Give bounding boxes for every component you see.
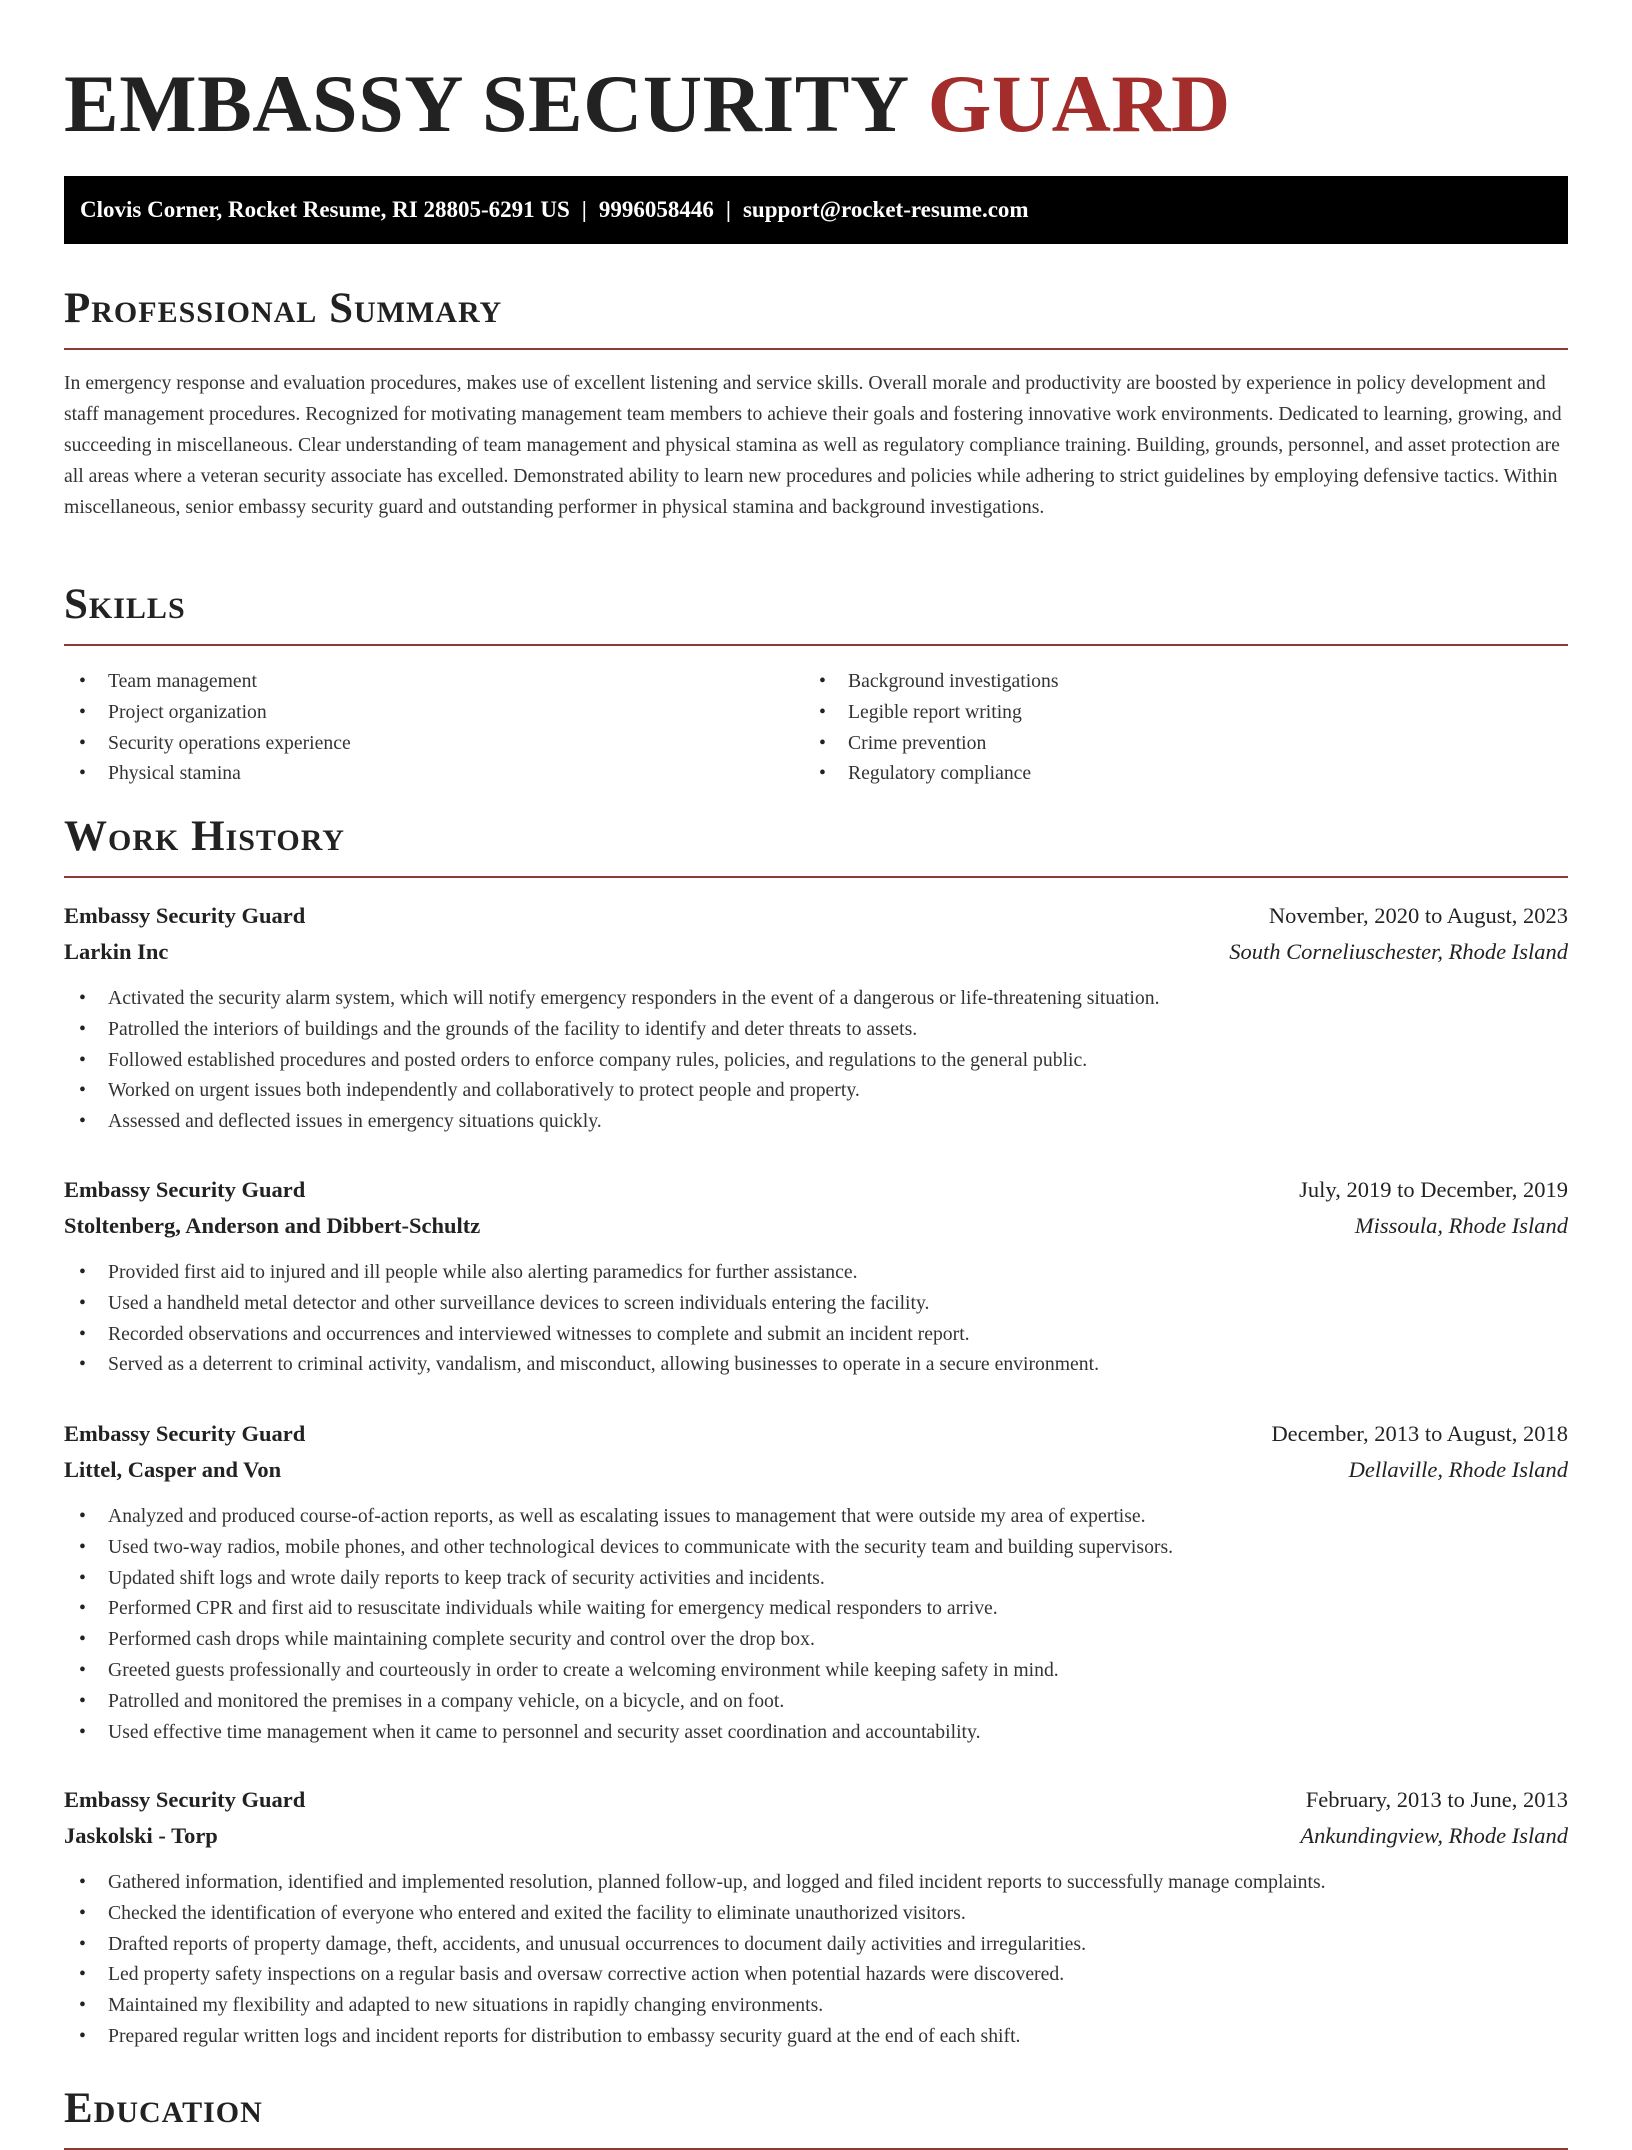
job-bullet: • Updated shift logs and wrote daily reports to keep track of security activities and incidents. <box>64 1563 1568 1594</box>
job-entry <box>64 1172 1568 1380</box>
job-bullet: • Activated the security alarm system, which will notify emergency responders in the event of a dangerous or life-threatening situation. <box>64 983 1568 1014</box>
contact-address: Clovis Corner, Rocket Resume, RI 28805-6291 US <box>80 197 570 222</box>
contact-bar <box>64 176 1568 244</box>
skills-column-right <box>804 666 1544 789</box>
job-bullets <box>64 1867 1568 2052</box>
skill-item: • Security operations experience <box>64 728 804 759</box>
job-dates: November, 2020 to August, 2023 <box>1268 903 1568 928</box>
job-bullet: • Served as a deterrent to criminal activity, vandalism, and misconduct, allowing businesses to operate in a secure environment. <box>64 1349 1568 1380</box>
contact-separator: | <box>581 197 587 222</box>
job-location: South Corneliuschester, Rhode Island <box>1229 939 1568 964</box>
job-entry <box>64 898 1568 1137</box>
job-bullet: • Followed established procedures and posted orders to enforce company rules, policies, and regulations to the general public. <box>64 1045 1568 1076</box>
education-heading: Education <box>64 2084 1568 2150</box>
job-title: Embassy Security Guard <box>64 1421 306 1446</box>
skill-item: • Project organization <box>64 697 804 728</box>
job-company: Stoltenberg, Anderson and Dibbert-Schultz <box>64 1213 481 1238</box>
job-bullet: • Used two-way radios, mobile phones, and other technological devices to communicate with the security team and building supervisors. <box>64 1532 1568 1563</box>
skills-column-left <box>64 666 804 789</box>
skill-item: • Physical stamina <box>64 758 804 789</box>
job-bullet: • Prepared regular written logs and incident reports for distribution to embassy security guard at the end of each shift. <box>64 2021 1568 2052</box>
job-title: Embassy Security Guard <box>64 1177 306 1202</box>
job-location: Dellaville, Rhode Island <box>1348 1457 1568 1482</box>
job-bullet: • Performed CPR and first aid to resuscitate individuals while waiting for emergency medical responders to arrive. <box>64 1593 1568 1624</box>
job-entry <box>64 1782 1568 2052</box>
job-bullet: • Provided first aid to injured and ill people while also alerting paramedics for further assistance. <box>64 1257 1568 1288</box>
job-title: Embassy Security Guard <box>64 903 306 928</box>
job-company: Littel, Casper and Von <box>64 1457 282 1482</box>
skills-list <box>64 666 1568 789</box>
job-location: Ankundingview, Rhode Island <box>1300 1823 1568 1848</box>
skills-heading: Skills <box>64 580 1568 646</box>
contact-separator: | <box>725 197 731 222</box>
summary-heading: Professional Summary <box>64 284 1568 350</box>
resume-title <box>64 58 1231 150</box>
job-title: Embassy Security Guard <box>64 1787 306 1812</box>
job-dates: December, 2013 to August, 2018 <box>1271 1421 1568 1446</box>
title-main: EMBASSY SECURITY <box>64 58 907 149</box>
job-dates: July, 2019 to December, 2019 <box>1299 1177 1568 1202</box>
title-accent: GUARD <box>927 58 1231 149</box>
skill-item: • Background investigations <box>804 666 1544 697</box>
job-bullet: • Led property safety inspections on a regular basis and oversaw corrective action when potential hazards were discovered. <box>64 1959 1568 1990</box>
job-bullet: • Drafted reports of property damage, theft, accidents, and unusual occurrences to document daily activities and irregularities. <box>64 1929 1568 1960</box>
job-bullet: • Assessed and deflected issues in emergency situations quickly. <box>64 1106 1568 1137</box>
job-bullets <box>64 983 1568 1137</box>
job-bullet: • Analyzed and produced course-of-action reports, as well as escalating issues to management that were outside my area of expertise. <box>64 1501 1568 1532</box>
job-bullet: • Patrolled and monitored the premises in a company vehicle, on a bicycle, and on foot. <box>64 1686 1568 1717</box>
job-bullet: • Gathered information, identified and implemented resolution, planned follow-up, and logged and filed incident reports to successfully manage complaints. <box>64 1867 1568 1898</box>
job-location: Missoula, Rhode Island <box>1354 1213 1568 1238</box>
job-bullet: • Used a handheld metal detector and other surveillance devices to screen individuals entering the facility. <box>64 1288 1568 1319</box>
job-bullet: • Worked on urgent issues both independently and collaboratively to protect people and property. <box>64 1075 1568 1106</box>
job-company: Larkin Inc <box>64 939 169 964</box>
job-bullets <box>64 1257 1568 1380</box>
job-bullet: • Performed cash drops while maintaining complete security and control over the drop box. <box>64 1624 1568 1655</box>
summary-text: In emergency response and evaluation procedures, makes use of excellent listening and service skills. Overall morale and productivity are boosted by experience in policy development and staff management procedures. Recognized for motivating management team members to achieve their goals and fostering innovative work environments. Dedicated to learning, growing, and succeeding in miscellaneous. Clear understanding of team management and physical stamina as well as regulatory compliance training. Building, grounds, personnel, and asset protection are all areas where a veteran security associate has excelled. Demonstrated ability to learn new procedures and policies while adhering to strict guidelines by employing defensive tactics. Within miscellaneous, senior embassy security guard and outstanding performer in physical stamina and background investigations. <box>64 372 1562 518</box>
contact-email[interactable]: support@rocket-resume.com <box>742 197 1029 222</box>
job-dates: February, 2013 to June, 2013 <box>1305 1787 1568 1812</box>
job-company: Jaskolski - Torp <box>64 1823 218 1848</box>
skill-item: • Team management <box>64 666 804 697</box>
job-bullet: • Greeted guests professionally and courteously in order to create a welcoming environment while keeping safety in mind. <box>64 1655 1568 1686</box>
skill-item: • Legible report writing <box>804 697 1544 728</box>
job-bullet: • Used effective time management when it came to personnel and security asset coordination and accountability. <box>64 1717 1568 1748</box>
contact-phone[interactable]: 9996058446 <box>598 197 714 222</box>
job-entry <box>64 1416 1568 1747</box>
work-history-heading: Work History <box>64 812 1568 878</box>
job-bullet: • Patrolled the interiors of buildings and the grounds of the facility to identify and deter threats to assets. <box>64 1014 1568 1045</box>
job-bullet: • Recorded observations and occurrences and interviewed witnesses to complete and submit an incident report. <box>64 1319 1568 1350</box>
job-bullet: • Maintained my flexibility and adapted to new situations in rapidly changing environments. <box>64 1990 1568 2021</box>
job-bullets <box>64 1501 1568 1747</box>
skill-item: • Crime prevention <box>804 728 1544 759</box>
skill-item: • Regulatory compliance <box>804 758 1544 789</box>
job-bullet: • Checked the identification of everyone who entered and exited the facility to eliminate unauthorized visitors. <box>64 1898 1568 1929</box>
